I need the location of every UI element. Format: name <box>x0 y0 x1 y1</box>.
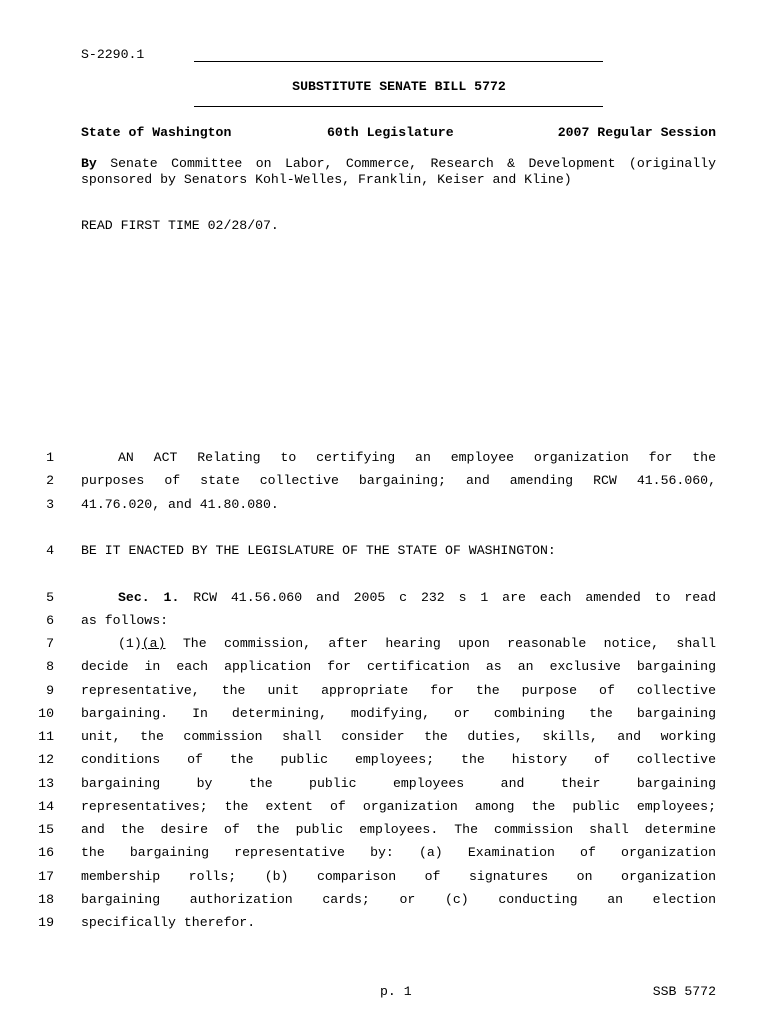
body-line <box>118 450 716 465</box>
body-line <box>81 543 716 558</box>
line-number: 18 <box>38 892 54 907</box>
line-text: specifically therefor. <box>81 915 256 930</box>
line-text: bargaining by the public employees and their bargaining <box>81 776 716 791</box>
header-rule-top <box>194 61 603 62</box>
body-line <box>81 845 716 860</box>
line-number: 1 <box>46 450 54 465</box>
body-line <box>81 915 716 930</box>
line-text: AN ACT Relating to certifying an employee organization for the <box>118 450 716 465</box>
body-line <box>81 799 716 814</box>
body-line <box>81 497 716 512</box>
body-line <box>81 892 716 907</box>
line-number: 14 <box>38 799 54 814</box>
line-text: bargaining. In determining, modifying, or combining the bargaining <box>81 706 716 721</box>
line-number: 19 <box>38 915 54 930</box>
line-number: 5 <box>46 590 54 605</box>
line-number: 15 <box>38 822 54 837</box>
line-number: 6 <box>46 613 54 628</box>
subsection-number: (1) <box>118 636 142 651</box>
line-number: 4 <box>46 543 54 558</box>
read-first-time: READ FIRST TIME 02/28/07. <box>81 218 279 233</box>
line-number: 16 <box>38 845 54 860</box>
body-line <box>81 473 716 488</box>
line-number: 7 <box>46 636 54 651</box>
body-line <box>118 636 716 651</box>
line-text: representatives; the extent of organization among the public employees; <box>81 799 716 814</box>
line-number: 13 <box>38 776 54 791</box>
line-text: unit, the commission shall consider the duties, skills, and working <box>81 729 716 744</box>
body-line <box>81 683 716 698</box>
legislature-label: 60th Legislature <box>327 125 454 140</box>
body-line <box>81 659 716 674</box>
body-line <box>81 776 716 791</box>
line-text: BE IT ENACTED BY THE LEGISLATURE OF THE STATE OF WASHINGTON: <box>81 543 556 558</box>
sponsor-block <box>81 156 716 188</box>
state-label: State of Washington <box>81 125 232 140</box>
line-number: 9 <box>46 683 54 698</box>
line-text: conditions of the public employees; the history of collective <box>81 752 716 767</box>
line-text: membership rolls; (b) comparison of signatures on organization <box>81 869 716 884</box>
page-number: p. 1 <box>380 984 412 999</box>
body-line <box>81 729 716 744</box>
line-text: decide in each application for certification as an exclusive bargaining <box>81 659 716 674</box>
header-rule-bottom <box>194 106 603 107</box>
body-line <box>81 613 716 628</box>
line-number: 10 <box>38 706 54 721</box>
sponsor-text: Senate Committee on Labor, Commerce, Research & Development (originally sponsored by Senators Kohl-Welles, Franklin, Keiser and Kline) <box>81 156 716 187</box>
line-number: 3 <box>46 497 54 512</box>
line-text: RCW 41.56.060 and 2005 c 232 s 1 are each amended to read <box>193 590 716 605</box>
bill-short-id: SSB 5772 <box>652 984 716 999</box>
line-number: 17 <box>38 869 54 884</box>
line-number: 8 <box>46 659 54 674</box>
line-number: 12 <box>38 752 54 767</box>
line-text: the bargaining representative by: (a) Examination of organization <box>81 845 716 860</box>
body-line <box>81 706 716 721</box>
session-label: 2007 Regular Session <box>557 125 716 140</box>
inserted-text: (a) <box>141 636 166 651</box>
line-text: 41.76.020, and 41.80.080. <box>81 497 279 512</box>
line-text: bargaining authorization cards; or (c) conducting an election <box>81 892 716 907</box>
line-number: 11 <box>38 729 54 744</box>
line-number: 2 <box>46 473 54 488</box>
document-id: S-2290.1 <box>81 47 145 62</box>
by-label: By <box>81 156 97 171</box>
bill-title: SUBSTITUTE SENATE BILL 5772 <box>292 79 506 94</box>
body-line <box>81 869 716 884</box>
body-line <box>118 590 716 605</box>
line-text: representative, the unit appropriate for the purpose of collective <box>81 683 716 698</box>
line-text: and the desire of the public employees. The commission shall determine <box>81 822 716 837</box>
body-line <box>81 752 716 767</box>
line-text: The commission, after hearing upon reasonable notice, shall <box>165 636 716 651</box>
body-line <box>81 822 716 837</box>
line-text: as follows: <box>81 613 169 628</box>
line-text: purposes of state collective bargaining; and amending RCW 41.56.060, <box>81 473 716 488</box>
section-label: Sec. 1. <box>118 590 180 605</box>
